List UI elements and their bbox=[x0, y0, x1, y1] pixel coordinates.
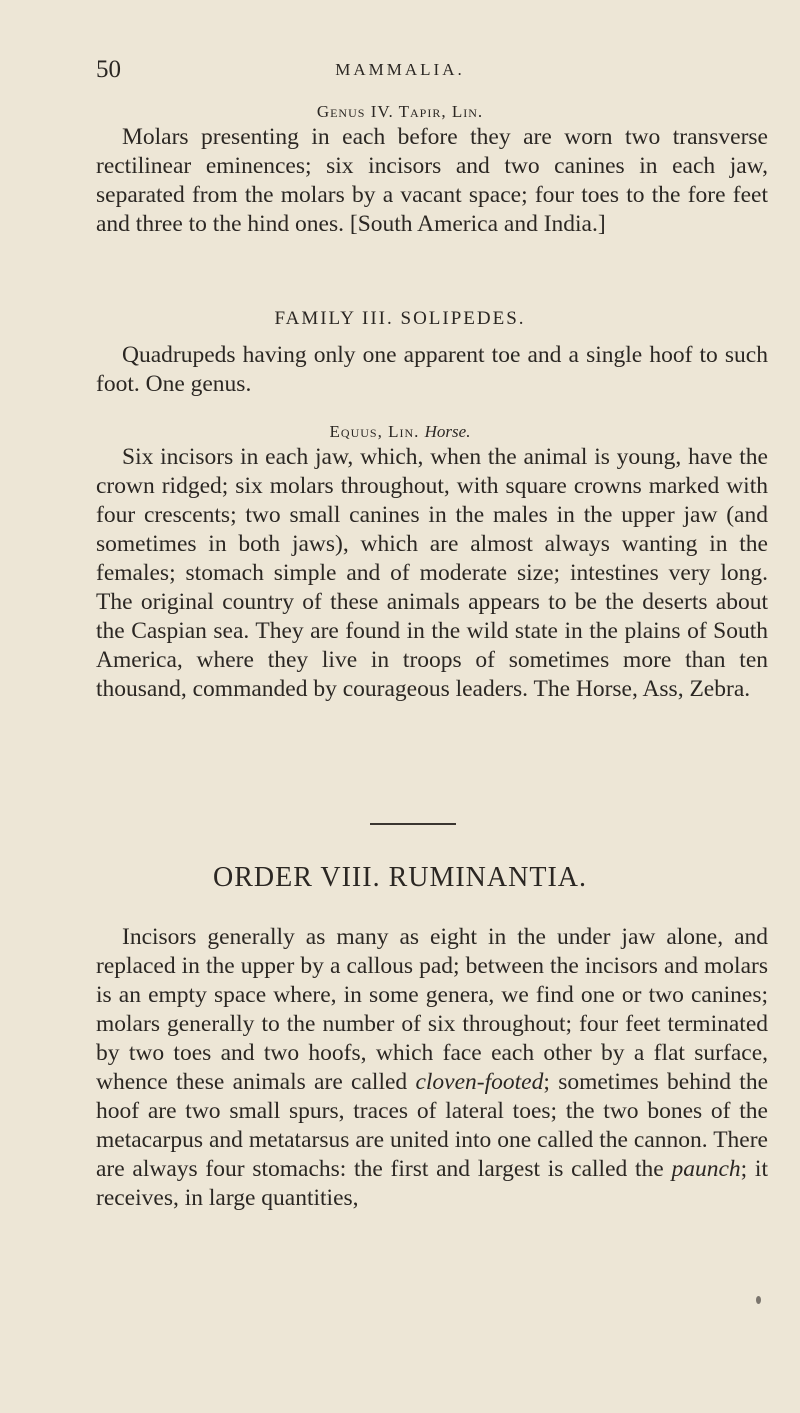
genus-tapir-section bbox=[96, 123, 768, 239]
genus-equus-heading bbox=[0, 422, 800, 442]
ruminantia-text-part-1: Incisors generally as many as eight in the under jaw alone, and replaced in the upper by a callous pad; between the incisors and molars is an empty space where, in some genera, we find one or two canines; molars generally to the number of six throughout; four feet terminated by two toes and two hoofs, which face each other by a flat surface, whence these animals are called bbox=[96, 924, 768, 1095]
family-solipedes-description: Quadrupeds having only one apparent toe and a single hoof to such foot. One genus. bbox=[96, 342, 768, 397]
family-solipedes-heading: FAMILY III. SOLIPEDES. bbox=[274, 308, 526, 329]
running-head: MAMMALIA. bbox=[335, 60, 465, 79]
genus-equus-section bbox=[96, 443, 768, 704]
section-divider bbox=[370, 823, 456, 825]
page-number: 50 bbox=[96, 56, 121, 83]
genus-equus-common-name: Horse. bbox=[424, 422, 471, 441]
genus-equus-description: Six incisors in each jaw, which, when the animal is young, have the crown ridged; six molars throughout, with square crowns marked with four crescents; two small canines in the males in the upper jaw (and sometimes in both jaws), which are almost always wanting in the females; stomach simple and of moderate size; intestines very long. The original country of these animals appears to be the deserts about the Caspian sea. They are found in the wild state in the plains of South America, where they live in troops of sometimes more than ten thousand, commanded by courageous leaders. The Horse, Ass, Zebra. bbox=[96, 444, 768, 702]
genus-tapir-heading: Genus IV. Tapir, Lin. bbox=[316, 102, 484, 121]
term-paunch: paunch bbox=[671, 1156, 741, 1182]
page-header bbox=[0, 56, 800, 86]
ruminantia-text-part-2: ; sometimes behind the hoof are two small spurs, traces of lateral toes; the two bones of the metacarpus and metatarsus are united into one called the cannon. There are always four stomachs: the first and largest is called the bbox=[96, 1069, 768, 1182]
ink-smudge bbox=[756, 1296, 761, 1304]
term-cloven-footed: cloven-footed bbox=[415, 1069, 544, 1095]
genus-tapir-description: Molars presenting in each before they are worn two transverse rectilinear eminences; six incisors and two canines in each jaw, separated from the molars by a vacant space; four toes to the fore feet and three to the hind ones. [South America and India.] bbox=[96, 124, 768, 237]
order-ruminantia-section bbox=[96, 923, 768, 1213]
family-solipedes-section bbox=[96, 341, 768, 399]
order-ruminantia-heading: ORDER VIII. RUMINANTIA. bbox=[212, 862, 587, 893]
genus-equus-name: Equus, Lin. bbox=[329, 422, 420, 441]
ruminantia-text-part-3: ; it receives, in large quantities, bbox=[96, 1156, 768, 1211]
order-ruminantia-description bbox=[96, 923, 768, 1213]
